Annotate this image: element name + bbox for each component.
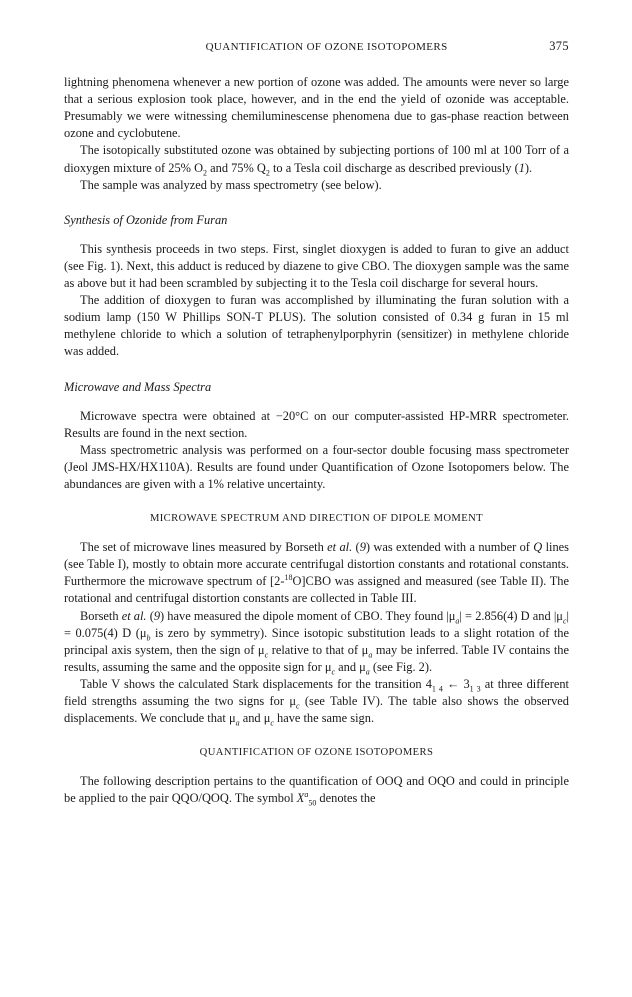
paragraph: Mass spectrometric analysis was performed on a four-sector double focusing mass spectrometer (Jeol JMS-HX/HX110A). Results are found under Quantification of Ozone Isotopomers below. The abundances are given with a 1% relative uncertainty. — [64, 442, 569, 491]
page-number: 375 — [549, 39, 569, 53]
reference-number: 1 — [518, 160, 525, 175]
paragraph: The following description pertains to the quantification of OOQ and OQO and could in principle be applied to the pair QQO/QOQ. The symbol $X^a_{50}$ denotes the — [64, 774, 569, 808]
reference-number: 9 — [359, 540, 366, 555]
subsection-heading: Microwave and Mass Spectra — [64, 379, 212, 394]
running-header — [64, 38, 569, 56]
paragraph: The sample was analyzed by mass spectrometry (see below). — [80, 177, 382, 192]
subsection-heading: Synthesis of Ozonide from Furan — [64, 212, 228, 227]
paragraph: The isotopically substituted ozone was obtained by subjecting portions of 100 ml at 100 Torr of a dioxygen mixture of 25% $O_2$ and 75% $Q_2$ to a Tesla coil discharge as described previously (1). — [64, 143, 569, 178]
paragraph: The set of microwave lines measured by Borseth et al. (9) was extended with a number of Q lines (see Table I), mostly to obtain more accurate centrifugal distortion constants and rotational constants. Furthermore the microwave spectrum of [2-$^{18}$O]CBO was assigned and measured (see Table II). The rotational and centrifugal distortion constants are collected in Table III. — [64, 540, 570, 606]
paragraph: lightning phenomena whenever a new portion of ozone was added. The amounts were never so large that a serious explosion took place, however, and in the end the yield of ozonide was acceptable. Presumably we were witnessing chemiluminescense phenomena due to gas-phase reaction between ozone and cyclobutene. — [64, 75, 569, 141]
page — [64, 38, 569, 807]
reference-number: 9 — [153, 608, 161, 623]
paragraph: Borseth et al. (9) have measured the dipole moment of CBO. They found $|\mu_a| = 2.856(4)$ D and $|\mu_c| = 0.075(4)$ D ($\mu_b$ is zero by symmetry). Since isotopic substitution leads to a slight rotation of the principal axis system, then the sign of $\mu_c$ relative to that of $\mu_a$ may be inferred. Table IV contains the results, assuming the same and the opposite sign for $\mu_c$ and $\mu_a$ (see Fig. 2). — [64, 608, 570, 677]
running-title: QUANTIFICATION OF OZONE ISOTOPOMERS — [205, 41, 448, 53]
paragraph: The addition of dioxygen to furan was accomplished by illuminating the furan solution with a sodium lamp (150 W Phillips SON-T PLUS). The solution consisted of 0.34 g furan in 15 ml methylene chloride to which a solution of tetraphenylporphyrin (sensitizer) in methylene chloride was added. — [64, 293, 569, 359]
paragraph: This synthesis proceeds in two steps. First, singlet dioxygen is added to furan to give an adduct (see Fig. 1). Next, this adduct is reduced by diazene to give CBO. The dioxygen sample was the same as above but it had been scrambled by subjecting it to the Tesla coil discharge for several hours. — [64, 241, 569, 291]
section-heading: MICROWAVE SPECTRUM AND DIRECTION OF DIPOLE MOMENT — [149, 513, 484, 525]
paragraph: Microwave spectra were obtained at −20°C on our computer-assisted HP-MRR spectrometer. Results are found in the next section. — [64, 408, 569, 440]
section-heading: QUANTIFICATION OF OZONE ISOTOPOMERS — [199, 747, 434, 759]
paragraph: Table V shows the calculated Stark displacements for the transition $4_{1 4}$ ← $3_{1 3}$ at three different field strengths assuming the two signs for $\mu_c$ (see Table IV). The table also shows the observed displacements. We conclude that $\mu_a$ and $\mu_c$ have the same sign. — [64, 676, 569, 728]
